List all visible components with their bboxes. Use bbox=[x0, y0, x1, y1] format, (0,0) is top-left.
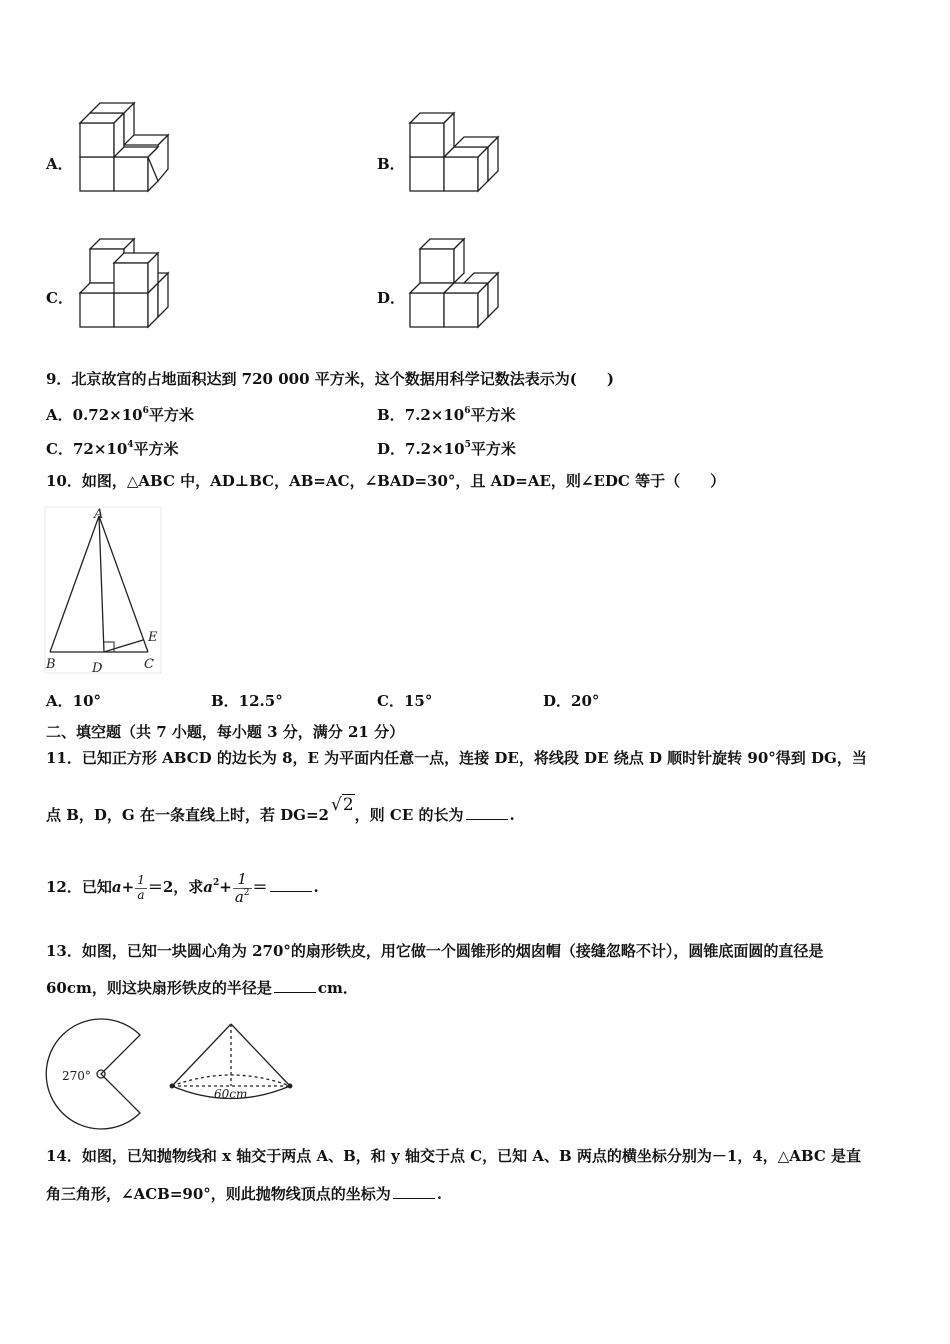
vertex-e-label: E bbox=[148, 630, 158, 645]
cube-stack-b-icon bbox=[408, 100, 508, 195]
option-label-d: D． bbox=[377, 289, 406, 307]
vertex-d-label: D bbox=[92, 661, 103, 676]
q11-line2: 点 B，D，G 在一条直线上时，若 DG=2 √2，则 CE 的长为 . bbox=[46, 800, 515, 830]
cube-stack-a-icon bbox=[78, 100, 178, 195]
q9-option-b: B．$7.2\times 10^6$平方米 bbox=[377, 406, 516, 424]
q14-line1: 14．如图，已知抛物线和 x 轴交于两点 A、B，和 y 轴交于点 C，已知 A、B 两点的横坐标分别为－1，4，△ABC 是直 bbox=[46, 1147, 862, 1165]
diameter-label: 60cm bbox=[214, 1087, 248, 1101]
vertex-b-label: B bbox=[46, 657, 56, 672]
q13-line1: 13．如图，已知一块圆心角为 270°的扇形铁皮，用它做一个圆锥形的烟囱帽（接缝忽略不计），圆锥底面圆的直径是 bbox=[46, 942, 824, 960]
q10-option-b: B．12.5° bbox=[211, 692, 283, 710]
option-label-a: A． bbox=[46, 155, 73, 173]
q13-line2: 60cm，则这块扇形铁皮的半径是 cm． bbox=[46, 979, 358, 997]
q9-stem: 9．北京故宫的占地面积达到 720 000 平方米，这个数据用科学记数法表示为( ) bbox=[46, 370, 614, 388]
vertex-a-label: A bbox=[94, 507, 104, 522]
q10-option-c: C．15° bbox=[377, 692, 433, 710]
q9-option-d: D．$7.2\times 10^5$平方米 bbox=[377, 440, 516, 458]
sqrt-expression: √2 bbox=[331, 795, 354, 815]
fraction-1-over-a-squared: $\frac{1}{a^2}$ bbox=[234, 870, 250, 906]
section-heading: 二、填空题（共 7 小题，每小题 3 分，满分 21 分） bbox=[46, 723, 405, 741]
q10-option-d: D．20° bbox=[543, 692, 600, 710]
vertex-c-label: C bbox=[144, 657, 154, 672]
q9-option-a: A．$0.72\times 10^6$平方米 bbox=[46, 406, 194, 424]
sector-figure bbox=[44, 1016, 304, 1131]
angle-label: 270° bbox=[62, 1069, 91, 1083]
cube-stack-c-icon bbox=[78, 236, 178, 331]
cube-stack-d-icon bbox=[408, 236, 508, 331]
option-label-b: B． bbox=[377, 155, 405, 173]
q9-option-c: C．$72\times 10^4$平方米 bbox=[46, 440, 179, 458]
q12-line: 12．已知a+ $\frac{1}{a}$ ＝2，求$a^2+$ $\frac{1}{a^2}$ ＝ . bbox=[46, 870, 319, 906]
q10-option-a: A．10° bbox=[46, 692, 102, 710]
q14-line2: 角三角形，∠ACB=90°，则此抛物线顶点的坐标为 . bbox=[46, 1185, 443, 1203]
triangle-abc-figure bbox=[44, 506, 164, 676]
q10-stem: 10．如图，△ABC 中，AD⊥BC，AB=AC，∠BAD=30°，且 AD=AE，则∠EDC 等于（ ） bbox=[46, 472, 726, 490]
q11-line1: 11．已知正方形 ABCD 的边长为 8，E 为平面内任意一点，连接 DE，将线段 DE 绕点 D 顺时针旋转 90°得到 DG，当 bbox=[46, 749, 867, 767]
fraction-1-over-a: $\frac{1}{a}$ bbox=[137, 873, 145, 902]
option-label-c: C． bbox=[46, 289, 73, 307]
